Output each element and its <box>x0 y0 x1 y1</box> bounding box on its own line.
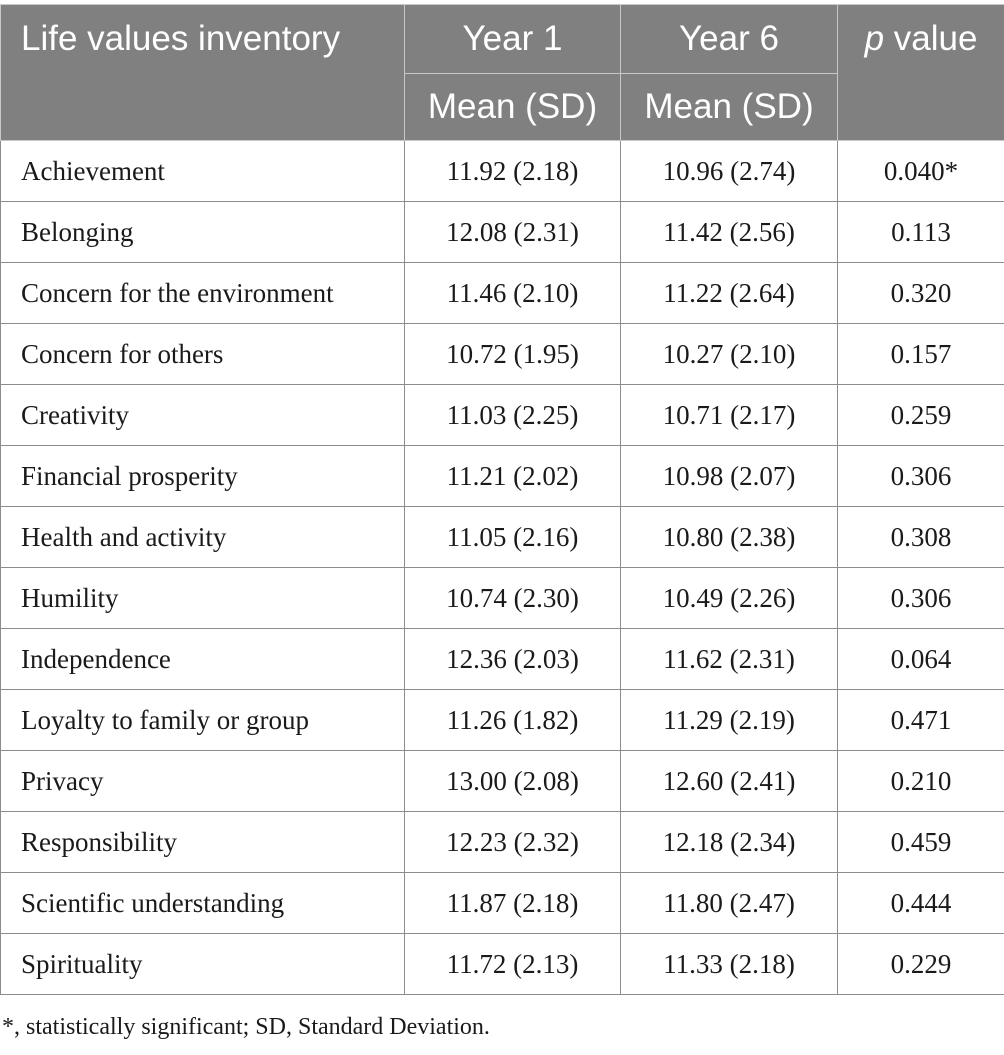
row-year-1-cell: 11.21 (2.02) <box>405 446 621 507</box>
table-row <box>1 202 1004 263</box>
row-year-6-cell: 11.62 (2.31) <box>621 629 838 690</box>
row-name-cell: Belonging <box>1 202 405 263</box>
header-year-1: Year 1 <box>405 5 621 74</box>
row-p-value-cell: 0.308 <box>838 507 1004 568</box>
table-header <box>1 5 1004 141</box>
row-p-value-cell: 0.306 <box>838 568 1004 629</box>
row-year-6-cell: 12.60 (2.41) <box>621 751 838 812</box>
row-name-cell: Humility <box>1 568 405 629</box>
row-year-1-cell: 12.36 (2.03) <box>405 629 621 690</box>
table-row <box>1 324 1004 385</box>
row-year-6-cell: 10.27 (2.10) <box>621 324 838 385</box>
row-p-value-cell: 0.259 <box>838 385 1004 446</box>
row-year-6-cell: 10.96 (2.74) <box>621 141 838 202</box>
row-year-1-cell: 11.72 (2.13) <box>405 934 621 995</box>
subheader-year-6-mean-sd: Mean (SD) <box>621 74 838 141</box>
table-row <box>1 751 1004 812</box>
row-year-1-cell: 13.00 (2.08) <box>405 751 621 812</box>
header-p-italic: p <box>864 19 885 58</box>
row-year-1-cell: 11.03 (2.25) <box>405 385 621 446</box>
row-year-1-cell: 12.23 (2.32) <box>405 812 621 873</box>
table-row <box>1 507 1004 568</box>
row-year-6-cell: 10.98 (2.07) <box>621 446 838 507</box>
table-row <box>1 812 1004 873</box>
row-year-1-cell: 10.72 (1.95) <box>405 324 621 385</box>
row-p-value-cell: 0.320 <box>838 263 1004 324</box>
row-year-6-cell: 10.49 (2.26) <box>621 568 838 629</box>
row-name-cell: Privacy <box>1 751 405 812</box>
table-row <box>1 263 1004 324</box>
row-name-cell: Independence <box>1 629 405 690</box>
row-name-cell: Creativity <box>1 385 405 446</box>
row-year-1-cell: 10.74 (2.30) <box>405 568 621 629</box>
row-year-1-cell: 11.87 (2.18) <box>405 873 621 934</box>
row-year-1-cell: 12.08 (2.31) <box>405 202 621 263</box>
row-name-cell: Financial prosperity <box>1 446 405 507</box>
row-name-cell: Scientific understanding <box>1 873 405 934</box>
row-year-1-cell: 11.05 (2.16) <box>405 507 621 568</box>
row-name-cell: Health and activity <box>1 507 405 568</box>
row-year-6-cell: 12.18 (2.34) <box>621 812 838 873</box>
row-year-6-cell: 11.80 (2.47) <box>621 873 838 934</box>
table-row <box>1 141 1004 202</box>
row-year-1-cell: 11.26 (1.82) <box>405 690 621 751</box>
header-life-values-inventory: Life values inventory <box>1 5 405 141</box>
row-year-6-cell: 10.71 (2.17) <box>621 385 838 446</box>
row-p-value-cell: 0.444 <box>838 873 1004 934</box>
table-row <box>1 568 1004 629</box>
header-p-value <box>838 5 1004 141</box>
row-year-6-cell: 11.42 (2.56) <box>621 202 838 263</box>
life-values-table <box>0 4 1004 995</box>
row-p-value-cell: 0.229 <box>838 934 1004 995</box>
table-body <box>1 141 1004 995</box>
row-p-value-cell: 0.471 <box>838 690 1004 751</box>
row-name-cell: Achievement <box>1 141 405 202</box>
table-row <box>1 629 1004 690</box>
row-year-6-cell: 11.29 (2.19) <box>621 690 838 751</box>
row-year-1-cell: 11.46 (2.10) <box>405 263 621 324</box>
row-name-cell: Concern for others <box>1 324 405 385</box>
table-row <box>1 446 1004 507</box>
row-name-cell: Spirituality <box>1 934 405 995</box>
table-row <box>1 873 1004 934</box>
header-year-6: Year 6 <box>621 5 838 74</box>
row-year-6-cell: 11.33 (2.18) <box>621 934 838 995</box>
header-p-rest: value <box>884 19 978 58</box>
row-p-value-cell: 0.040* <box>838 141 1004 202</box>
row-name-cell: Responsibility <box>1 812 405 873</box>
row-name-cell: Loyalty to family or group <box>1 690 405 751</box>
row-p-value-cell: 0.210 <box>838 751 1004 812</box>
row-p-value-cell: 0.459 <box>838 812 1004 873</box>
row-name-cell: Concern for the environment <box>1 263 405 324</box>
row-year-6-cell: 10.80 (2.38) <box>621 507 838 568</box>
subheader-year-1-mean-sd: Mean (SD) <box>405 74 621 141</box>
row-year-6-cell: 11.22 (2.64) <box>621 263 838 324</box>
table-row <box>1 385 1004 446</box>
table-row <box>1 934 1004 995</box>
row-p-value-cell: 0.064 <box>838 629 1004 690</box>
table-footnote: *, statistically significant; SD, Standard Deviation. <box>2 1014 490 1040</box>
row-year-1-cell: 11.92 (2.18) <box>405 141 621 202</box>
row-p-value-cell: 0.157 <box>838 324 1004 385</box>
row-p-value-cell: 0.113 <box>838 202 1004 263</box>
row-p-value-cell: 0.306 <box>838 446 1004 507</box>
table-row <box>1 690 1004 751</box>
